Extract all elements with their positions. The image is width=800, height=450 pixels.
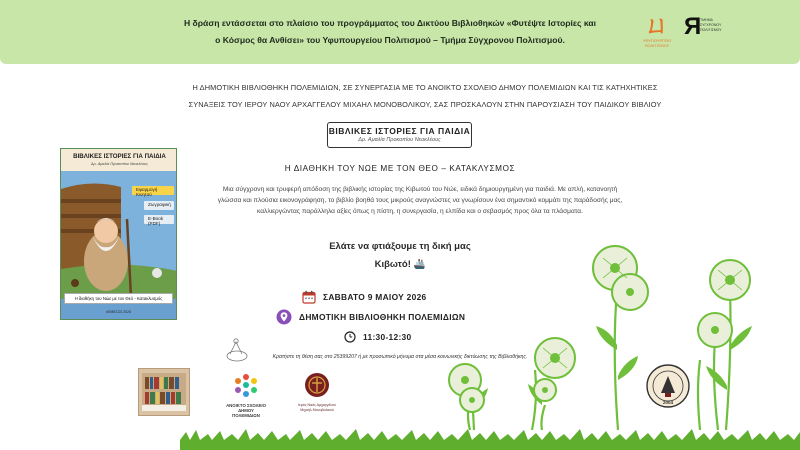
open-school-emblem-icon: [231, 372, 261, 398]
series-title: ΒΙΒΛΙΚΕΣ ΙΣΤΟΡΙΕΣ ΓΙΑ ΠΑΙΔΙΑ: [328, 126, 471, 136]
ministry-logo: [640, 14, 674, 54]
book-description: [175, 184, 665, 217]
library-logo: [138, 368, 190, 416]
cover-author: Δρ. Αμαλία Προκοπίου Νεοκλέους: [91, 162, 148, 166]
ministry-logo-caption: ΥΦΥΠΟΥΡΓΕΙΟ ΠΟΛΙΤΙΣΜΟΥ: [642, 38, 672, 48]
program-notice-line1: Η δράση εντάσσεται στο πλαίσιο του προγράμματος του Δικτύου Βιβλιοθηκών «Φυτέψτε Ιστορίες και: [183, 18, 597, 28]
cover-tag-app: Εφαρμογή Κινητού: [132, 186, 174, 195]
open-school-logo: [226, 372, 266, 418]
polemidia-club-logo: [645, 363, 691, 409]
club-year: 2004: [662, 400, 673, 405]
desc-line3: καλλιεργώντας παράλληλα αξίες όπως η πίστη, η συνεργασία, η ελπίδα και ο σεβασμός προς όλα τα πλάσματα.: [257, 208, 583, 215]
flowers-illustration: [400, 230, 800, 430]
intro-line2: ΣΥΝΑΞΕΙΣ ΤΟΥ ΙΕΡΟΥ ΝΑΟΥ ΑΡΧΑΓΓΕΛΟΥ ΜΙΧΑΗΛ ΜΟΝΟΒΟΛΙΚΟΥ, ΣΑΣ ΠΡΟΣΚΑΛΟΥΝ ΣΤΗΝ ΠΑΡΟΥΣΙΑΣΗ ΤΟΥ ΠΑΙΔΙΚΟΥ ΒΙΒΛΙΟΥ: [188, 100, 662, 109]
open-school-caption: ΑΝΟΙΚΤΟ ΣΧΟΛΕΙΟ ΔΗΜΟΥ ΠΟΛΕΜΙΔΙΩΝ: [226, 403, 266, 418]
ministry-logo-mark: ㄩ: [645, 12, 669, 39]
desc-line2: γλώσσα και πλούσια εικονογράφηση, το βιβλίο βοηθά τους μικρούς αναγνώστες να γνωρίσουν ένα σημαντικό κομμάτι της παράδοσής μας,: [217, 197, 623, 204]
desc-line1: Μια σύγχρονη και τρυφερή απόδοση της βιβλικής ιστορίας της Κιβωτού του Νώε, ειδικά δημιουργημένη για παιδιά. Με απλή, κατανοητή: [222, 186, 618, 193]
event-location: ΔΗΜΟΤΙΚΗ ΒΙΒΛΙΟΘΗΚΗ ΠΟΛΕΜΙΔΙΩΝ: [299, 312, 466, 322]
series-title-box: [327, 122, 472, 148]
event-date: ΣΑΒΒΑΤΟ 9 ΜΑΙΟΥ 2026: [323, 292, 427, 302]
cta-line2: Κιβωτό! 🚢: [374, 259, 426, 270]
calendar-icon: [302, 290, 316, 304]
grass-strip: [180, 426, 800, 450]
cover-tag-ebook: E-Book (PDF): [144, 215, 174, 224]
series-author: Δρ. Αμαλία Προκοπίου Νεοκλέους: [358, 137, 441, 143]
church-caption: Ιερός Ναός Αρχαγγέλου Μιχαήλ Μονοβολικού: [298, 403, 336, 412]
church-emblem-icon: [304, 372, 330, 398]
book-cover: [60, 148, 177, 320]
invitation-intro: [160, 79, 690, 113]
intro-line1: Η ΔΗΜΟΤΙΚΗ ΒΙΒΛΙΟΘΗΚΗ ΠΟΛΕΜΙΔΙΩΝ, ΣΕ ΣΥΝΕΡΓΑΣΙΑ ΜΕ ΤΟ ΑΝΟΙΚΤΟ ΣΧΟΛΕΙΟ ΔΗΜΟΥ ΠΟΛΕΜΙΔΙΩΝ ΚΑΙ ΤΙΣ ΚΑΤΗΧΗΤΙΚΕΣ: [192, 83, 658, 92]
department-logo-caption: ΤΜΗΜΑ ΣΥΓΧΡΟΝΟΥ ΠΟΛΙΤΙΣΜΟΥ: [700, 18, 722, 32]
cover-title: ΒΙΒΛΙΚΕΣ ΙΣΤΟΡΙΕΣ ΓΙΑ ΠΑΙΔΙΑ: [73, 153, 166, 160]
reservation-note: Κρατήστε τη θέση σας στο 25399207 ή με προσωπικό μήνυμα στα μέσα κοινωνικής δικτύωσης της Βιβλιοθήκης.: [272, 354, 528, 360]
department-logo-mark: Я: [684, 13, 702, 40]
cta-line1: Ελάτε να φτιάξουμε τη δική μας: [329, 241, 471, 252]
cover-tag-drawing: Ζωγραφική: [144, 201, 174, 210]
children-drawing-icon: [222, 336, 252, 364]
clock-icon: [344, 331, 356, 343]
library-shelves-icon: [139, 369, 189, 415]
church-logo: [292, 372, 342, 414]
map-pin-icon: [276, 309, 292, 325]
program-notice-line2: ο Κόσμος θα Ανθίσει» του Υφυπουργείου Πολιτισμού – Τμήμα Σύγχρονου Πολιτισμού.: [215, 35, 565, 45]
event-time: 11:30-12:30: [363, 332, 412, 342]
department-logo: [684, 14, 724, 54]
program-notice: [140, 15, 640, 49]
cover-subtitle: Η διαθήκη του Νώε με τον Θεό - Κατακλυσμός: [64, 293, 173, 304]
book-title: Η ΔΙΑΘΗΚΗ ΤΟΥ ΝΩΕ ΜΕ ΤΟΝ ΘΕΟ – ΚΑΤΑΚΛΥΣΜΟΣ: [284, 164, 516, 173]
top-banner: [0, 0, 800, 64]
cover-year: ΛΕΜΕΣΟΣ 2025: [106, 310, 131, 314]
